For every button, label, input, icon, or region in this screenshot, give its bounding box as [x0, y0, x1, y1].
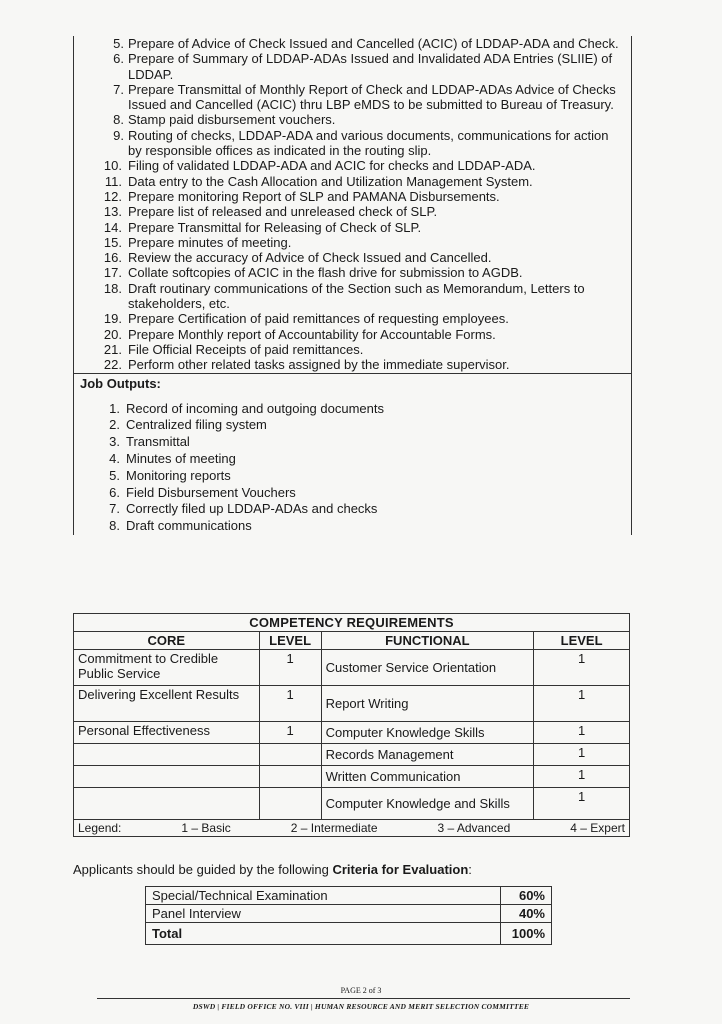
competency-title: COMPETENCY REQUIREMENTS [74, 614, 630, 632]
output-number: 8. [109, 518, 120, 534]
duty-number: 11. [104, 173, 122, 189]
duty-number: 6. [113, 51, 124, 67]
output-text: Minutes of meeting [126, 450, 236, 466]
legend-intermediate: 2 – Intermediate [290, 821, 378, 835]
competency-rows [74, 650, 630, 820]
duty-item [74, 174, 631, 189]
core-competency [74, 744, 260, 766]
competency-row [74, 744, 630, 766]
output-number: 3. [109, 434, 120, 450]
output-number: 7. [109, 501, 120, 517]
output-text: Record of incoming and outgoing documents [126, 400, 384, 416]
duty-number: 9. [113, 127, 124, 143]
duty-item [74, 189, 631, 204]
duty-number: 22. [103, 357, 122, 373]
duty-text: Prepare minutes of meeting. [128, 234, 292, 250]
duty-number: 10. [103, 158, 122, 174]
competency-row [74, 686, 630, 722]
duty-item [74, 112, 631, 127]
competency-row [74, 766, 630, 788]
duty-number: 16. [103, 250, 122, 266]
duty-number: 19. [103, 311, 122, 327]
duty-number: 15. [103, 234, 122, 250]
core-competency: Commitment to Credible Public Service [74, 650, 260, 686]
criteria-label: Panel Interview [146, 905, 501, 923]
core-level [259, 766, 321, 788]
functional-competency: Computer Knowledge and Skills [321, 788, 534, 820]
duty-number: 5. [113, 36, 124, 51]
core-level [259, 744, 321, 766]
duty-item [74, 265, 631, 280]
duty-text: Prepare monitoring Report of SLP and PAMANA Disbursements. [128, 188, 500, 204]
core-level: 1 [259, 722, 321, 744]
duty-item [74, 82, 631, 113]
criteria-pct: 40% [501, 905, 552, 923]
competency-row [74, 788, 630, 820]
criteria-intro: Applicants should be guided by the following Criteria for Evaluation: [73, 862, 472, 877]
output-item [74, 501, 631, 518]
output-number: 1. [109, 400, 120, 416]
output-number: 6. [109, 484, 120, 500]
duty-number: 21. [103, 341, 122, 357]
output-item [74, 434, 631, 451]
duty-item [74, 36, 631, 51]
core-competency: Delivering Excellent Results [74, 686, 260, 722]
duty-text: Prepare of Summary of LDDAP-ADAs Issued and Invalidated ADA Entries (SLIIE) of LDDAP. [128, 51, 613, 82]
duty-number: 12. [103, 188, 122, 204]
functional-header: FUNCTIONAL [321, 632, 534, 650]
core-level: 1 [259, 650, 321, 686]
duty-item [74, 128, 631, 159]
output-text: Monitoring reports [126, 467, 231, 483]
legend-advanced: 3 – Advanced [437, 821, 511, 835]
duty-item [74, 250, 631, 265]
competency-table [73, 613, 630, 837]
duty-text: Collate softcopies of ACIC in the flash drive for submission to AGDB. [128, 265, 523, 281]
core-header: CORE [74, 632, 260, 650]
functional-level: 1 [534, 686, 630, 722]
output-text: Field Disbursement Vouchers [126, 484, 296, 500]
legend-expert: 4 – Expert [570, 821, 625, 835]
duty-number: 20. [103, 326, 122, 342]
output-item [74, 451, 631, 468]
criteria-pct: 60% [501, 887, 552, 905]
core-competency [74, 766, 260, 788]
duty-text: Filing of validated LDDAP-ADA and ACIC for checks and LDDAP-ADA. [128, 158, 536, 174]
duty-item [74, 51, 631, 82]
criteria-row [146, 905, 552, 923]
duty-item [74, 357, 631, 372]
functional-level: 1 [534, 650, 630, 686]
legend-label: Legend: [78, 821, 122, 835]
core-level [259, 788, 321, 820]
output-item [74, 518, 631, 535]
criteria-total-row [146, 923, 552, 945]
duties-list [74, 36, 631, 373]
legend-basic: 1 – Basic [181, 821, 231, 835]
competency-row [74, 722, 630, 744]
duty-text: Prepare of Advice of Check Issued and Cancelled (ACIC) of LDDAP-ADA and Check. [128, 36, 619, 51]
duty-number: 17. [103, 265, 122, 281]
criteria-label: Special/Technical Examination [146, 887, 501, 905]
duty-text: Prepare Certification of paid remittances of requesting employees. [128, 311, 509, 327]
duty-text: Data entry to the Cash Allocation and Utilization Management System. [128, 173, 533, 189]
duty-text: Stamp paid disbursement vouchers. [128, 112, 336, 128]
functional-competency: Records Management [321, 744, 534, 766]
duty-text: File Official Receipts of paid remittances. [128, 341, 364, 357]
page-number: PAGE 2 of 3 [340, 986, 382, 995]
duty-text: Prepare list of released and unreleased check of SLP. [128, 204, 438, 220]
functional-competency: Computer Knowledge Skills [321, 722, 534, 744]
duty-text: Prepare Transmittal of Monthly Report of Check and LDDAP-ADAs Advice of Checks Issued and Cancelled (ACIC) thru LBP eMDS to be submitted to Bureau of Treasury. [128, 81, 616, 113]
functional-level: 1 [534, 766, 630, 788]
core-level-header: LEVEL [259, 632, 321, 650]
duty-text: Routing of checks, LDDAP-ADA and various documents, communications for action by responsible offices as indicated in the routing slip. [128, 127, 609, 159]
criteria-row [146, 887, 552, 905]
duty-text: Perform other related tasks assigned by the immediate supervisor. [128, 357, 510, 373]
duty-text: Review the accuracy of Advice of Check Issued and Cancelled. [128, 250, 492, 266]
functional-level: 1 [534, 744, 630, 766]
output-text: Transmittal [126, 434, 190, 450]
footer-organization: DSWD | FIELD OFFICE NO. VIII | HUMAN RESOURCE AND MERIT SELECTION COMMITTEE [192, 1002, 530, 1011]
output-item [74, 417, 631, 434]
duty-item [74, 281, 631, 312]
job-outputs-list [74, 401, 631, 535]
duty-item [74, 235, 631, 250]
job-outputs-title: Job Outputs: [80, 375, 161, 391]
duty-item [74, 342, 631, 357]
duty-text: Prepare Monthly report of Accountability for Accountable Forms. [128, 326, 496, 342]
functional-competency: Customer Service Orientation [321, 650, 534, 686]
functional-competency: Written Communication [321, 766, 534, 788]
output-item [74, 401, 631, 418]
duty-number: 7. [113, 81, 124, 97]
output-number: 2. [109, 417, 120, 433]
duty-item [74, 158, 631, 173]
duty-text: Prepare Transmittal for Releasing of Check of SLP. [128, 219, 422, 235]
duty-item [74, 311, 631, 326]
footer-divider [97, 998, 630, 999]
core-competency [74, 788, 260, 820]
output-number: 5. [109, 467, 120, 483]
output-number: 4. [109, 450, 120, 466]
functional-level: 1 [534, 788, 630, 820]
duty-text: Draft routinary communications of the Section such as Memorandum, Letters to stakeholders, etc. [128, 280, 585, 312]
core-competency: Personal Effectiveness [74, 722, 260, 744]
duty-number: 13. [103, 204, 122, 220]
duty-number: 8. [113, 112, 124, 128]
output-text: Draft communications [126, 518, 252, 534]
job-outputs-section [74, 373, 631, 535]
duty-item [74, 220, 631, 235]
criteria-total-label: Total [146, 923, 501, 945]
output-text: Correctly filed up LDDAP-ADAs and checks [126, 501, 378, 517]
competency-row [74, 650, 630, 686]
functional-level-header: LEVEL [534, 632, 630, 650]
output-item [74, 485, 631, 502]
duties-and-outputs-box [73, 36, 632, 535]
duty-item [74, 204, 631, 219]
legend [74, 820, 630, 837]
criteria-intro-bold: Criteria for Evaluation [332, 862, 469, 877]
duty-number: 18. [103, 280, 122, 296]
core-level: 1 [259, 686, 321, 722]
criteria-table [145, 886, 552, 945]
output-text: Centralized filing system [126, 417, 267, 433]
duty-number: 14. [103, 219, 122, 235]
functional-level: 1 [534, 722, 630, 744]
output-item [74, 468, 631, 485]
duty-item [74, 327, 631, 342]
criteria-total-pct: 100% [501, 923, 552, 945]
functional-competency: Report Writing [321, 686, 534, 722]
